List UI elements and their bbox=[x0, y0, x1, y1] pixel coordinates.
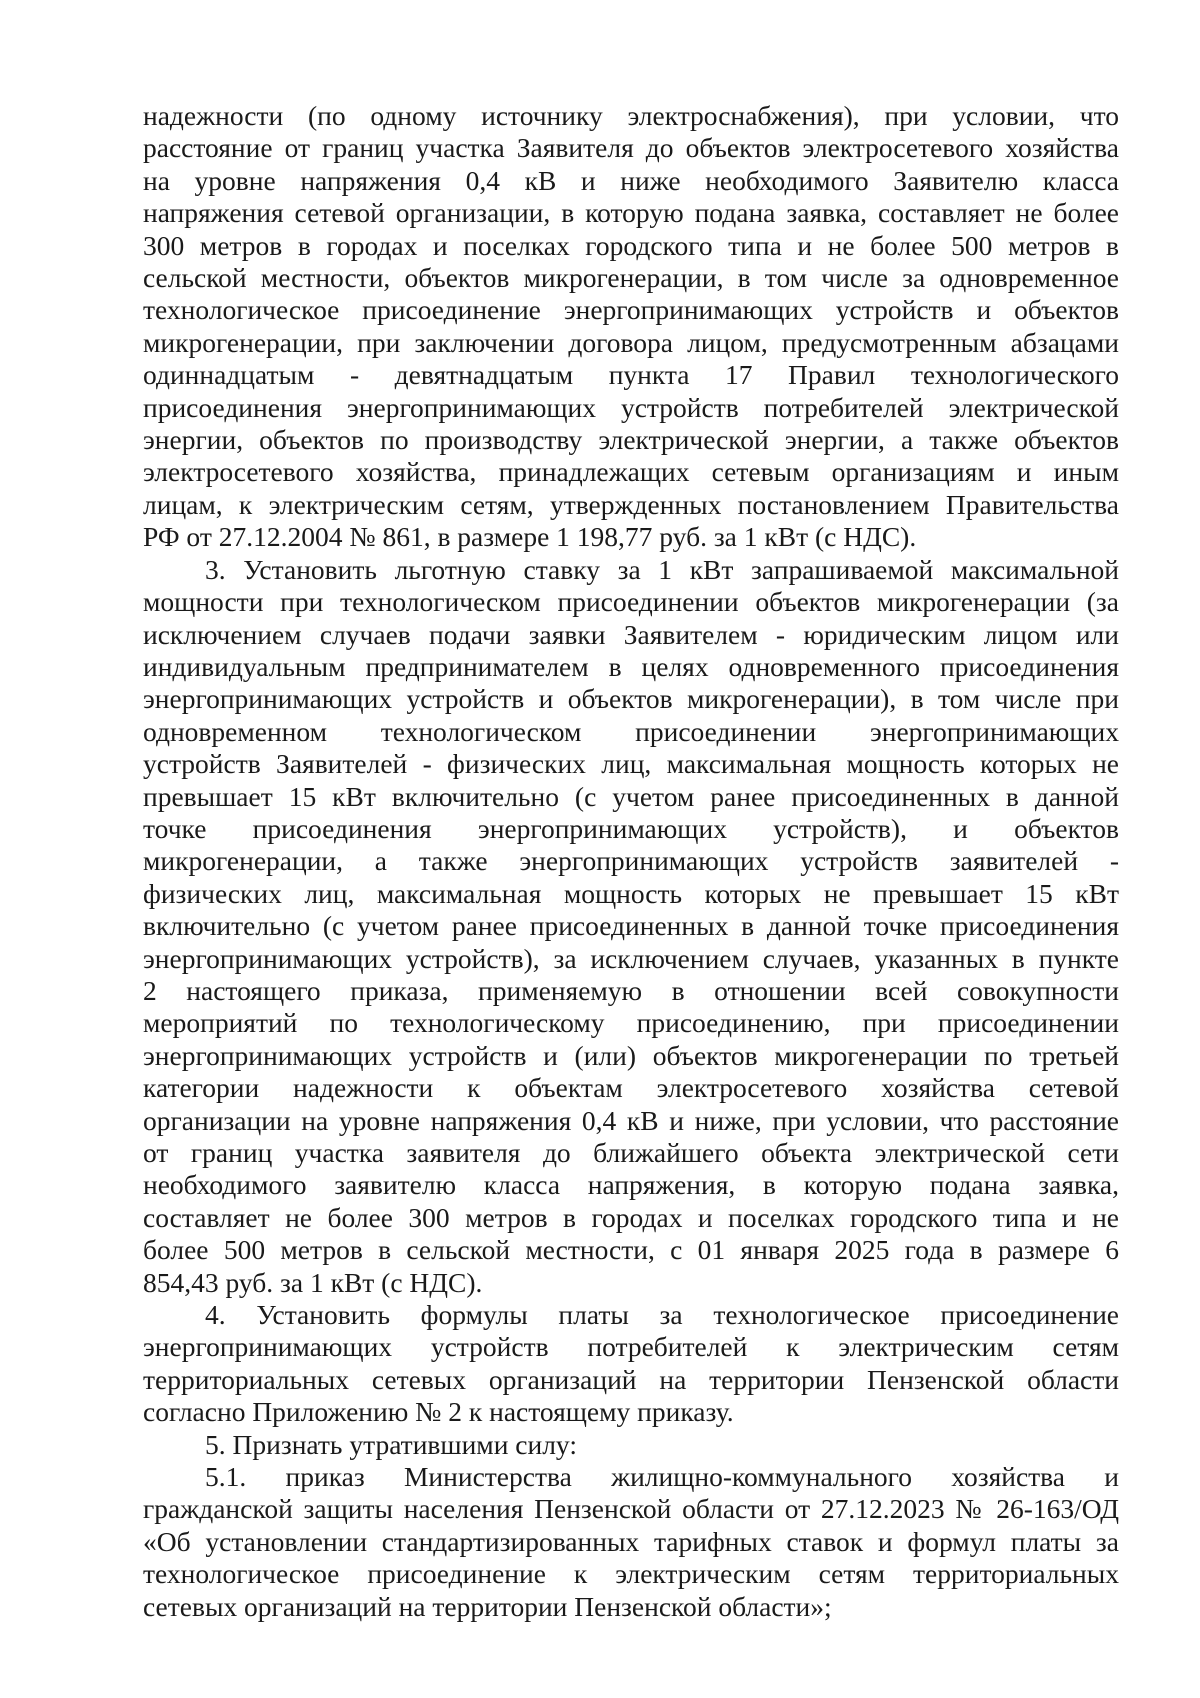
paragraph-item-5 bbox=[143, 1429, 1119, 1461]
document-body bbox=[143, 100, 1119, 1623]
text-line: технологическое присоединение энергопринимающих устройств и объектов bbox=[143, 294, 1119, 326]
text-line: необходимого заявителю класса напряжения, в которую подана заявка, bbox=[143, 1169, 1119, 1201]
text-line: на уровне напряжения 0,4 кВ и ниже необходимого Заявителю класса bbox=[143, 164, 1119, 196]
text-line: присоединения энергопринимающих устройств потребителей электрической bbox=[143, 391, 1119, 423]
text-line: территориальных сетевых организаций на территории Пензенской области bbox=[143, 1363, 1119, 1395]
text-line: электросетевого хозяйства, принадлежащих сетевым организациям и иным bbox=[143, 456, 1119, 488]
text-line: 300 метров в городах и поселках городского типа и не более 500 метров в bbox=[143, 229, 1119, 261]
text-line: категории надежности к объектам электросетевого хозяйства сетевой bbox=[143, 1072, 1119, 1104]
text-line: технологическое присоединение к электрическим сетям территориальных bbox=[143, 1558, 1119, 1590]
text-line: исключением случаев подачи заявки Заявителем - юридическим лицом или bbox=[143, 618, 1119, 650]
text-line: 3. Установить льготную ставку за 1 кВт запрашиваемой максимальной bbox=[205, 553, 1119, 585]
text-line: сетевых организаций на территории Пензенской области»; bbox=[143, 1590, 832, 1622]
text-line: физических лиц, максимальная мощность которых не превышает 15 кВт bbox=[143, 877, 1119, 909]
text-line: превышает 15 кВт включительно (с учетом ранее присоединенных в данной bbox=[143, 780, 1119, 812]
text-line: 5.1. приказ Министерства жилищно-коммунального хозяйства и bbox=[205, 1461, 1119, 1493]
text-line: устройств Заявителей - физических лиц, максимальная мощность которых не bbox=[143, 748, 1119, 780]
text-line: одновременном технологическом присоединении энергопринимающих bbox=[143, 715, 1119, 747]
paragraph-continuation bbox=[143, 100, 1119, 554]
text-line: одиннадцатым - девятнадцатым пункта 17 Правил технологического bbox=[143, 359, 1119, 391]
text-line: 854,43 руб. за 1 кВт (с НДС). bbox=[143, 1266, 483, 1298]
text-line: 2 настоящего приказа, применяемую в отношении всей совокупности bbox=[143, 974, 1119, 1006]
text-line: составляет не более 300 метров в городах и поселках городского типа и не bbox=[143, 1201, 1119, 1233]
text-line: энергопринимающих устройств и (или) объектов микрогенерации по третьей bbox=[143, 1039, 1119, 1071]
text-line: от границ участка заявителя до ближайшего объекта электрической сети bbox=[143, 1137, 1119, 1168]
text-line: мероприятий по технологическому присоединению, при присоединении bbox=[143, 1007, 1119, 1039]
text-line: мощности при технологическом присоединении объектов микрогенерации (за bbox=[143, 586, 1119, 618]
text-line: микрогенерации, а также энергопринимающих устройств заявителей - bbox=[143, 845, 1119, 877]
text-line: организации на уровне напряжения 0,4 кВ и ниже, при условии, что расстояние bbox=[143, 1104, 1119, 1136]
text-line: «Об установлении стандартизированных тарифных ставок и формул платы за bbox=[143, 1525, 1119, 1557]
text-line: микрогенерации, при заключении договора лицом, предусмотренным абзацами bbox=[143, 326, 1119, 358]
text-line: напряжения сетевой организации, в которую подана заявка, составляет не более bbox=[143, 197, 1119, 229]
text-line: энергопринимающих устройств потребителей к электрическим сетям bbox=[143, 1331, 1119, 1363]
text-line: расстояние от границ участка Заявителя до объектов электросетевого хозяйства bbox=[143, 132, 1119, 164]
text-line: 5. Признать утратившими силу: bbox=[205, 1428, 577, 1460]
text-line: 4. Установить формулы платы за технологическое присоединение bbox=[205, 1299, 1119, 1331]
text-line: согласно Приложению № 2 к настоящему приказу. bbox=[143, 1396, 734, 1428]
text-line: РФ от 27.12.2004 № 861, в размере 1 198,77 руб. за 1 кВт (с НДС). bbox=[143, 521, 917, 553]
text-line: гражданской защиты населения Пензенской области от 27.12.2023 № 26-163/ОД bbox=[143, 1493, 1119, 1525]
text-line: надежности (по одному источнику электроснабжения), при условии, что bbox=[143, 100, 1119, 131]
text-line: включительно (с учетом ранее присоединенных в данной точке присоединения bbox=[143, 910, 1119, 942]
paragraph-item-4 bbox=[143, 1299, 1119, 1429]
text-line: точке присоединения энергопринимающих устройств), и объектов bbox=[143, 812, 1119, 844]
text-line: энергии, объектов по производству электрической энергии, а также объектов bbox=[143, 424, 1119, 456]
paragraph-item-3 bbox=[143, 554, 1119, 1299]
paragraph-item-5-1 bbox=[143, 1461, 1119, 1623]
text-line: энергопринимающих устройств и объектов микрогенерации), в том числе при bbox=[143, 683, 1119, 715]
text-line: более 500 метров в сельской местности, с 01 января 2025 года в размере 6 bbox=[143, 1234, 1119, 1266]
text-line: лицам, к электрическим сетям, утвержденных постановлением Правительства bbox=[143, 488, 1119, 520]
text-line: индивидуальным предпринимателем в целях одновременного присоединения bbox=[143, 650, 1119, 682]
text-line: сельской местности, объектов микрогенерации, в том числе за одновременное bbox=[143, 262, 1119, 294]
text-line: энергопринимающих устройств), за исключением случаев, указанных в пункте bbox=[143, 942, 1119, 974]
